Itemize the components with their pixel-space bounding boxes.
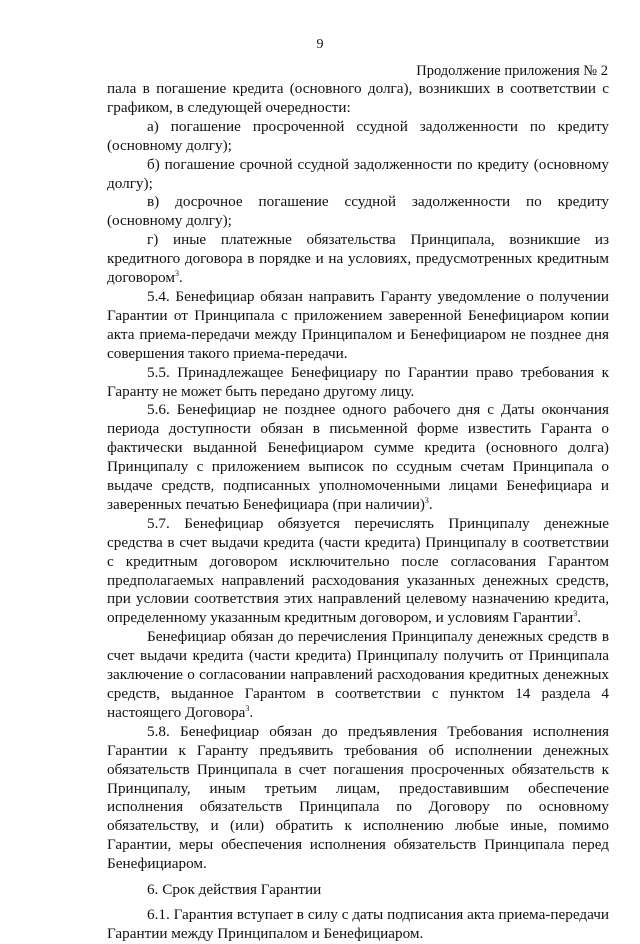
list-item-b: б) погашение срочной ссудной задолженности по кредиту (основному долгу); — [107, 155, 609, 192]
clause-6-1: 6.1. Гарантия вступает в силу с даты подписания акта приема-передачи Гарантии между Принципалом и Бенефициаром. — [107, 905, 609, 942]
document-body — [107, 80, 609, 944]
clause-5-7: 5.7. Бенефициар обязуется перечислять Принципалу денежные средства в счет выдачи кредита (части кредита) Принципалу в соответствии с кредитным договором исключительно после согласования Гарантом предполагаемых направлений расходования указанных денежных средств, при условии соответствия этих направлений целевому назначению кредита, определенному указанным кредитным договором, и условиям Гарантии$^3$. — [107, 514, 609, 627]
list-item-c: в) досрочное погашение ссудной задолженности по кредиту (основному долгу); — [107, 193, 609, 230]
section-6-heading: 6. Срок действия Гарантии — [147, 881, 322, 899]
footnote-ref: 3 — [245, 703, 250, 713]
page-number: 9 — [316, 37, 324, 52]
footnote-ref: 3 — [174, 269, 179, 279]
paragraph-continuation: пала в погашение кредита (основного долга), возникших в соответствии с графиком, в следующей очередности: — [107, 80, 609, 116]
list-item-a: а) погашение просроченной ссудной задолженности по кредиту (основному долгу); — [107, 117, 609, 154]
clause-5-6: 5.6. Бенефициар не позднее одного рабочего дня с Даты окончания периода доступности обязан в письменной форме известить Гаранта о фактически выданной Бенефициаром сумме кредита (основного долга) Принципалу с приложением выписок по ссудным счетам Принципала о выдаче средств, подписанных уполномоченными лицами Бенефициара и заверенных печатью Бенефициара (при наличии)$^3$. — [107, 401, 609, 513]
clause-5-4: 5.4. Бенефициар обязан направить Гаранту уведомление о получении Гарантии от Принципала с приложением заверенной Бенефициаром копии акта приема-передачи между Принципалом и Бенефициаром не позднее дня совершения такого приема-передачи. — [107, 287, 609, 362]
clause-5-5: 5.5. Принадлежащее Бенефициару по Гарантии право требования к Гаранту не может быть передано другому лицу. — [107, 363, 609, 400]
appendix-continuation-label: Продолжение приложения № 2 — [416, 63, 608, 79]
footnote-ref: 3 — [424, 495, 429, 505]
clause-5-8: 5.8. Бенефициар обязан до предъявления Требования исполнения Гарантии к Гаранту предъявить требования об исполнении денежных обязательств Принципала в счет погашения просроченных обязательств к Принципалу, иным третьим лицам, предоставившим обеспечение исполнения обязательств Принципала по Договору по основному обязательству, и (или) обратить к исполнению любые иные, помимо Гарантии, меры обеспечения исполнения обязательств Принципала перед Бенефициаром. — [107, 722, 609, 873]
list-item-d: г) иные платежные обязательства Принципала, возникшие из кредитного договора в порядке и на условиях, предусмотренных кредитным договором$^3$. — [107, 231, 609, 287]
footnote-ref: 3 — [573, 609, 578, 619]
clause-5-7-continued: Бенефициар обязан до перечисления Принципалу денежных средств в счет выдачи кредита (части кредита) Принципалу получить от Принципала заключение о согласовании направлений расходования кредитных денежных средств, выданное Гарантом в соответствии с пунктом 14 раздела 4 настоящего Договора$^3$. — [107, 628, 609, 721]
